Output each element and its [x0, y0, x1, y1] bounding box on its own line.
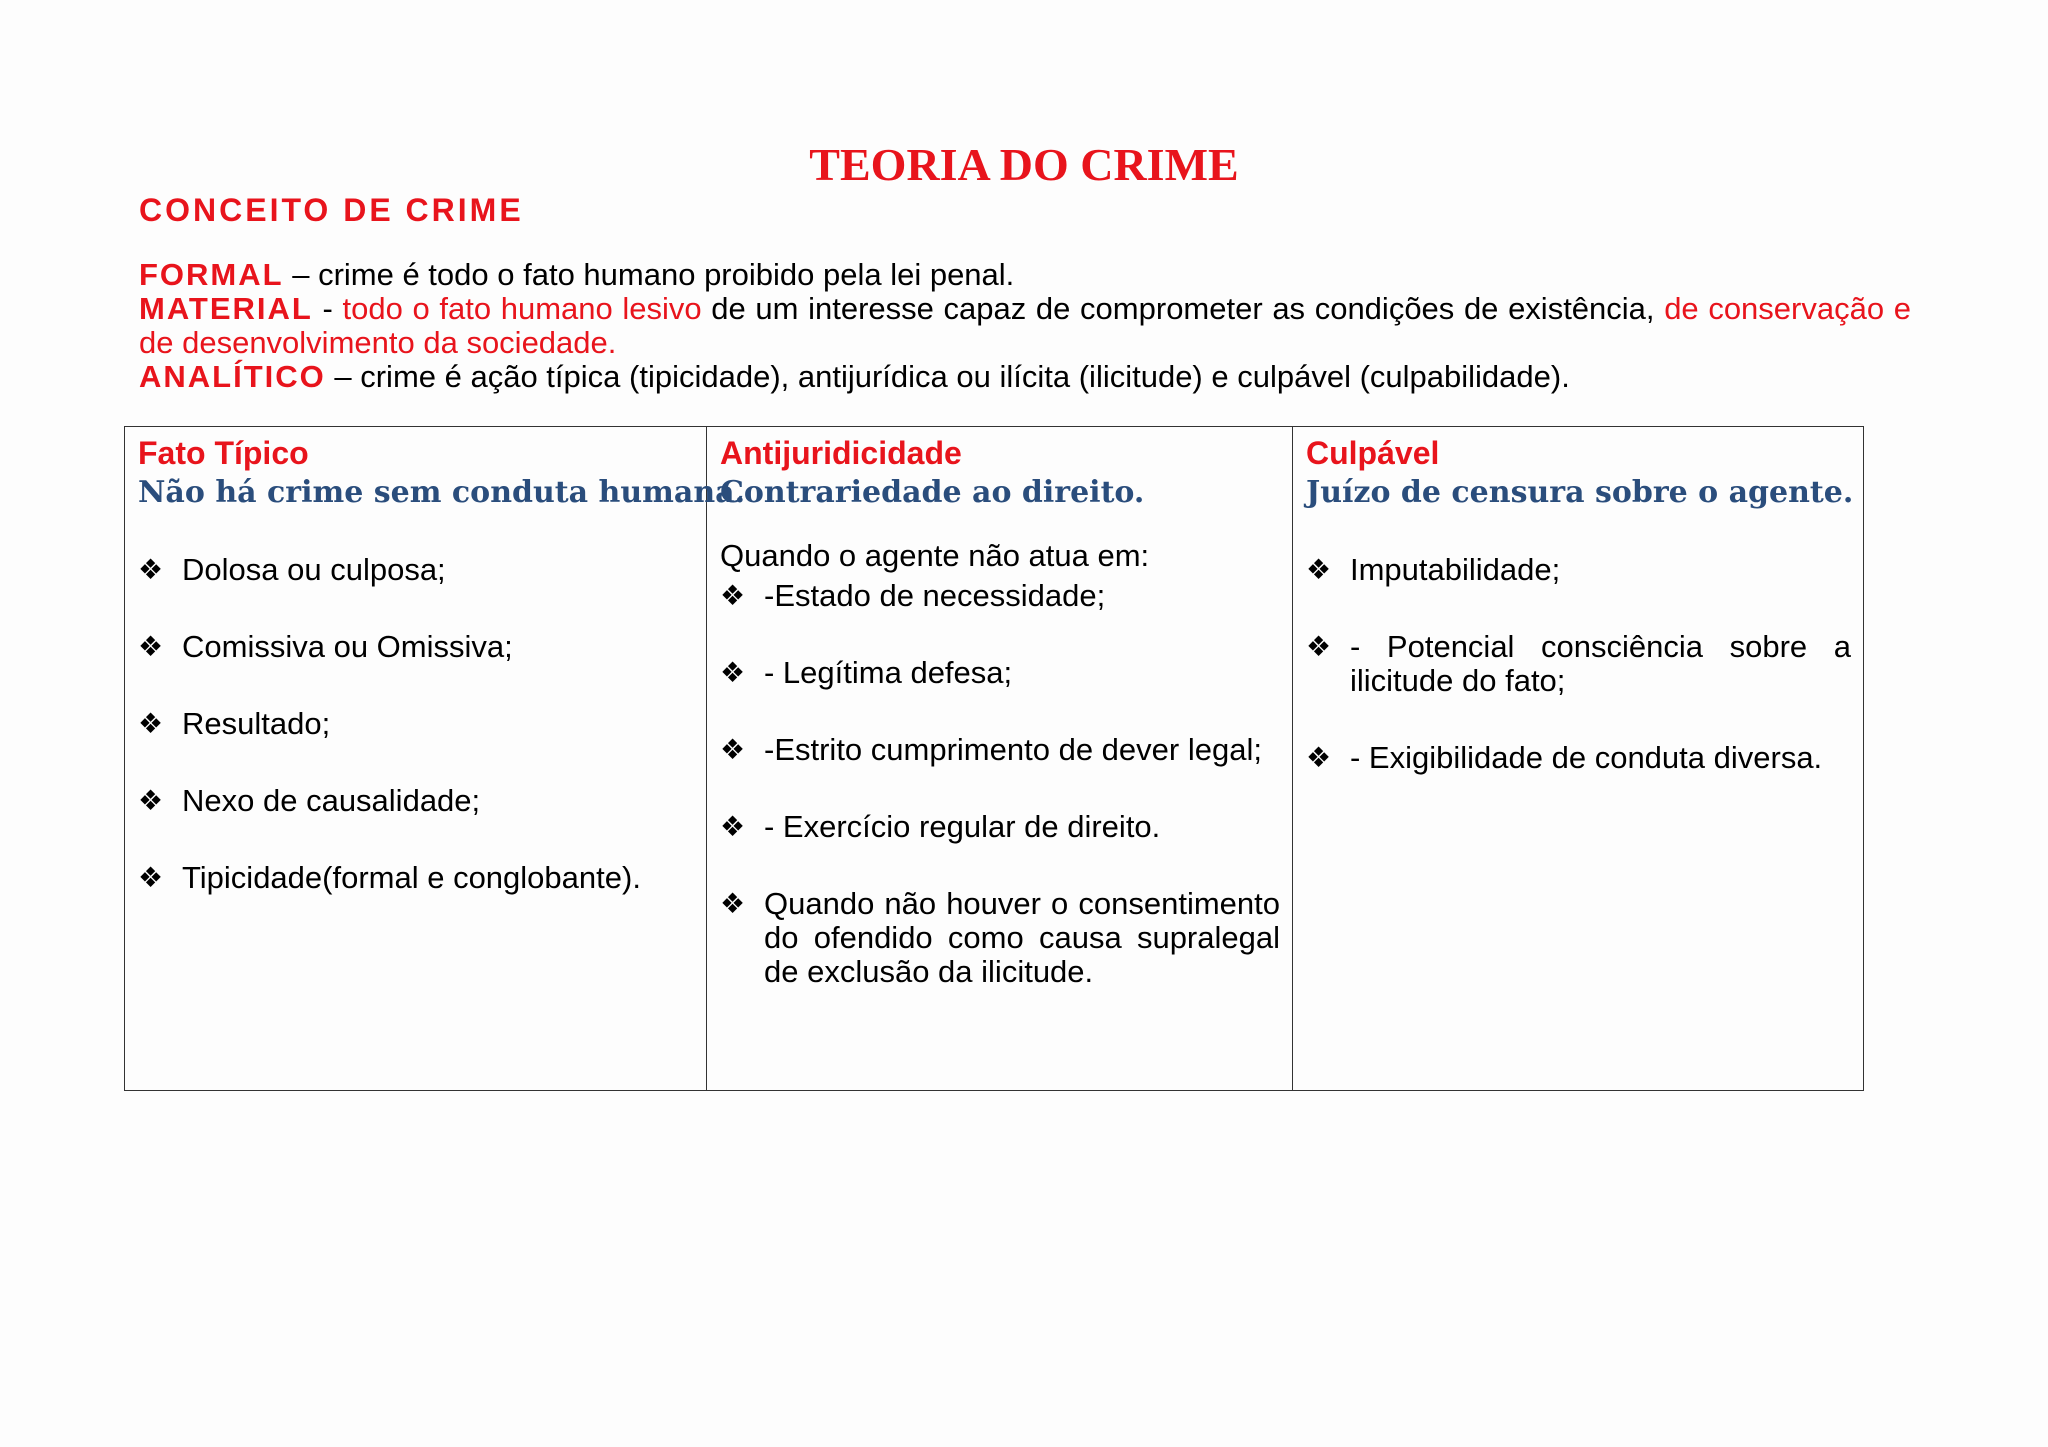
list-item	[138, 707, 694, 741]
diamond-bullet-icon: ❖	[138, 631, 164, 662]
definition-text: crime é todo o fato humano proibido pela lei penal.	[318, 257, 1015, 292]
list-item-text: Tipicidade(formal e conglobante).	[182, 860, 641, 895]
list-item-text: Nexo de causalidade;	[182, 783, 481, 818]
definition-text-highlight: todo o fato humano lesivo	[342, 291, 702, 326]
list-item	[720, 887, 1280, 989]
definition-term: FORMAL	[139, 257, 284, 292]
crime-elements-table	[124, 426, 1864, 1091]
column-intro: Quando o agente não atua em:	[720, 538, 1150, 573]
list-item-text: -Estrito cumprimento de dever legal;	[764, 732, 1262, 767]
column-subheading: Juízo de censura sobre o agente.	[1306, 475, 1854, 510]
list-item	[1306, 630, 1851, 698]
column-antijuridicidade	[707, 427, 1293, 1091]
column-heading: Fato Típico	[138, 435, 309, 471]
list-item-text: - Potencial consciência sobre a ilicitude do fato;	[1350, 629, 1851, 698]
diamond-bullet-icon: ❖	[1306, 554, 1332, 585]
table-row	[125, 427, 1864, 1091]
definitions	[139, 258, 1911, 394]
definition-analitico	[139, 360, 1911, 394]
list-item-text: - Legítima defesa;	[764, 655, 1013, 690]
definition-dash: –	[325, 359, 361, 394]
list-item	[138, 784, 694, 818]
definition-term: ANALÍTICO	[139, 359, 326, 394]
definition-text-highlight: de conservação e de desenvolvimento da sociedade.	[139, 291, 1911, 360]
column-subheading: Não há crime sem conduta humana.	[138, 475, 746, 510]
list-item	[138, 861, 694, 895]
section-subtitle: CONCEITO DE CRIME	[139, 192, 524, 228]
column-fato-tipico	[125, 427, 746, 1091]
page-title: TEORIA DO CRIME	[809, 139, 1239, 190]
diamond-bullet-icon: ❖	[720, 888, 746, 919]
diamond-bullet-icon: ❖	[720, 580, 746, 611]
list-item	[138, 553, 694, 587]
column-culpavel	[1293, 427, 1864, 1091]
list-item-text: Comissiva ou Omissiva;	[182, 629, 513, 664]
bullet-list	[1306, 553, 1851, 775]
column-heading: Antijuridicidade	[720, 435, 962, 471]
list-item	[720, 656, 1280, 690]
column-subheading: Contrariedade ao direito.	[720, 475, 1145, 510]
list-item-text: Quando não houver o consentimento do ofendido como causa supralegal de exclusão da ilicitude.	[764, 886, 1280, 989]
definition-dash: –	[283, 257, 319, 292]
list-item-text: Imputabilidade;	[1350, 552, 1561, 587]
list-item-text: - Exercício regular de direito.	[764, 809, 1161, 844]
diamond-bullet-icon: ❖	[138, 862, 164, 893]
list-item	[720, 579, 1280, 613]
list-item-text: - Exigibilidade de conduta diversa.	[1350, 740, 1823, 775]
list-item-text: Resultado;	[182, 706, 331, 741]
diamond-bullet-icon: ❖	[720, 734, 746, 765]
bullet-list	[720, 579, 1280, 989]
list-item-text: -Estado de necessidade;	[764, 578, 1106, 613]
diamond-bullet-icon: ❖	[1306, 742, 1332, 773]
diamond-bullet-icon: ❖	[720, 811, 746, 842]
list-item	[720, 733, 1280, 767]
definition-text: crime é ação típica (tipicidade), antijurídica ou ilícita (ilicitude) e culpável (culpabilidade).	[360, 359, 1570, 394]
diamond-bullet-icon: ❖	[1306, 631, 1332, 662]
definition-term: MATERIAL	[139, 291, 313, 326]
list-item	[1306, 553, 1851, 587]
definition-dash: -	[312, 291, 343, 326]
diamond-bullet-icon: ❖	[720, 657, 746, 688]
definition-text: de um interesse capaz de comprometer as condições de existência,	[701, 291, 1665, 326]
diamond-bullet-icon: ❖	[138, 554, 164, 585]
column-heading: Culpável	[1306, 435, 1440, 471]
list-item	[1306, 741, 1851, 775]
list-item	[720, 810, 1280, 844]
bullet-list	[138, 553, 694, 895]
list-item-text: Dolosa ou culposa;	[182, 552, 446, 587]
definition-formal	[139, 258, 1911, 292]
list-item	[138, 630, 694, 664]
diamond-bullet-icon: ❖	[138, 785, 164, 816]
diamond-bullet-icon: ❖	[138, 708, 164, 739]
definition-material	[139, 292, 1911, 360]
